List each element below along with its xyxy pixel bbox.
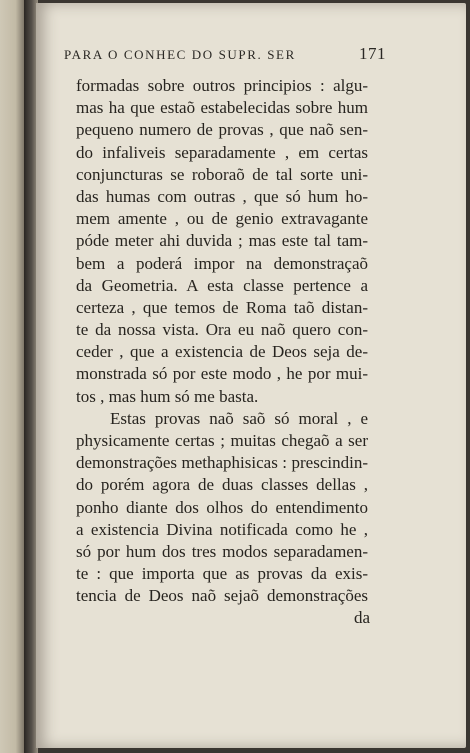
body-text <box>76 75 368 608</box>
text-line: mem amente , ou de genio extravagante <box>76 209 368 229</box>
text-line: tos , mas hum só me basta. <box>76 386 259 406</box>
text-line: tencia de Deos naõ sejaõ demonstrações <box>76 586 368 606</box>
text-line: te da nossa vista. Ora eu naõ quero con- <box>76 320 368 340</box>
text-line: póde meter ahi duvida ; mas este tal tam- <box>76 231 368 251</box>
text-line: a existencia Divina notificada como he , <box>76 519 368 539</box>
text-line: bem a poderá impor na demonstraçaõ <box>76 253 368 273</box>
text-line: só por hum dos tres modos separadamen- <box>76 541 368 561</box>
book-page <box>36 3 466 748</box>
text-line: te : que importa que as provas da exis- <box>76 564 368 584</box>
text-line: monstrada só por este modo , he por mui- <box>76 364 368 384</box>
text-line: do porém agora de duas classes dellas , <box>76 475 368 495</box>
text-line: das humas com outras , que só hum ho- <box>76 186 368 206</box>
text-line: certeza , que temos de Roma taõ distan- <box>76 297 368 317</box>
text-line: formadas sobre outros principios : algu- <box>76 76 368 95</box>
text-line: da Geometria. A esta classe pertence a <box>76 275 368 295</box>
text-line: mas ha que estaõ estabelecidas sobre hum <box>76 98 368 118</box>
facing-page-edge <box>0 0 26 753</box>
text-line: pequeno numero de provas , que naõ sen- <box>76 120 368 140</box>
running-title: PARA O CONHEC DO SUPR. SER <box>64 47 296 62</box>
text-line: conjuncturas se roboraõ de tal sorte uni- <box>76 164 368 184</box>
text-line: do infaliveis separadamente , em certas <box>76 142 368 162</box>
text-line: ceder , que a existencia de Deos seja de- <box>76 342 368 362</box>
page-number: 171 <box>359 44 386 63</box>
catchword: da <box>353 608 370 627</box>
text-line: Estas provas naõ saõ só moral , e <box>110 408 368 428</box>
text-line: ponho diante dos olhos do entendimento <box>76 497 368 517</box>
text-line: physicamente certas ; muitas chegaõ a ser <box>76 431 368 450</box>
text-line: demonstrações methaphisicas : prescindin- <box>76 453 368 473</box>
